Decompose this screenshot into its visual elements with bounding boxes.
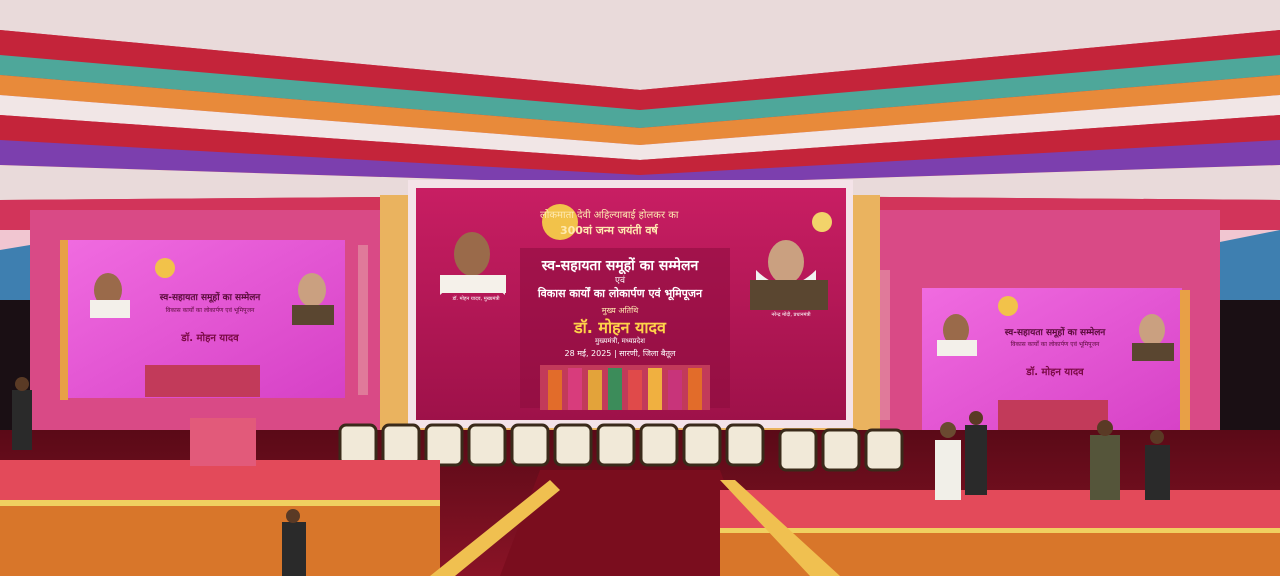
right-screen-heading2: विकास कार्यों का लोकार्पण एवं भूमिपूजन [1010,341,1100,348]
left-screen-heading: स्व-सहायता समूहों का सम्मेलन [159,293,261,303]
right-portrait-caption: नरेन्द्र मोदी, प्रधानमंत्री [771,312,811,318]
left-portrait-caption: डॉ. मोहन यादव, मुख्यमंत्री [452,296,500,302]
right-screen-guest-name: डॉ. मोहन यादव [1026,367,1084,378]
flower-decoration-left [0,460,440,576]
garland-left-2 [358,245,368,395]
main-screen-guest-name: डॉ. मोहन यादव [574,318,666,337]
left-screen-heading2: विकास कार्यों का लोकार्पण एवं भूमिपूजन [165,307,255,314]
garland-left-1 [60,240,68,400]
main-screen-heading2: विकास कार्यों का लोकार्पण एवं भूमिपूजन [537,287,703,300]
main-screen-guest-label: मुख्य अतिथि [601,306,639,315]
garland-right-2 [1180,290,1190,430]
main-screen-date-place: 28 मई, 2025 | सारणी, जिला बैतूल [564,349,676,358]
main-screen-heading: स्व-सहायता समूहों का सम्मेलन [541,258,699,274]
left-screen-guest-name: डॉ. मोहन यादव [181,333,239,344]
main-screen-conjunction: एवं [615,276,625,286]
garland-right-1 [880,270,890,420]
right-screen-heading: स्व-सहायता समूहों का सम्मेलन [1004,328,1106,338]
podium [190,418,256,466]
govt-seal [812,212,832,232]
women-group-main [540,365,710,410]
main-screen-title-line2: 300वां जन्म जयंती वर्ष [560,224,658,237]
main-screen-guest-role: मुख्यमंत्री, मध्यप्रदेश [595,337,645,345]
main-screen-title-line1: लोकमाता देवी अहिल्याबाई होलकर का [540,210,679,221]
